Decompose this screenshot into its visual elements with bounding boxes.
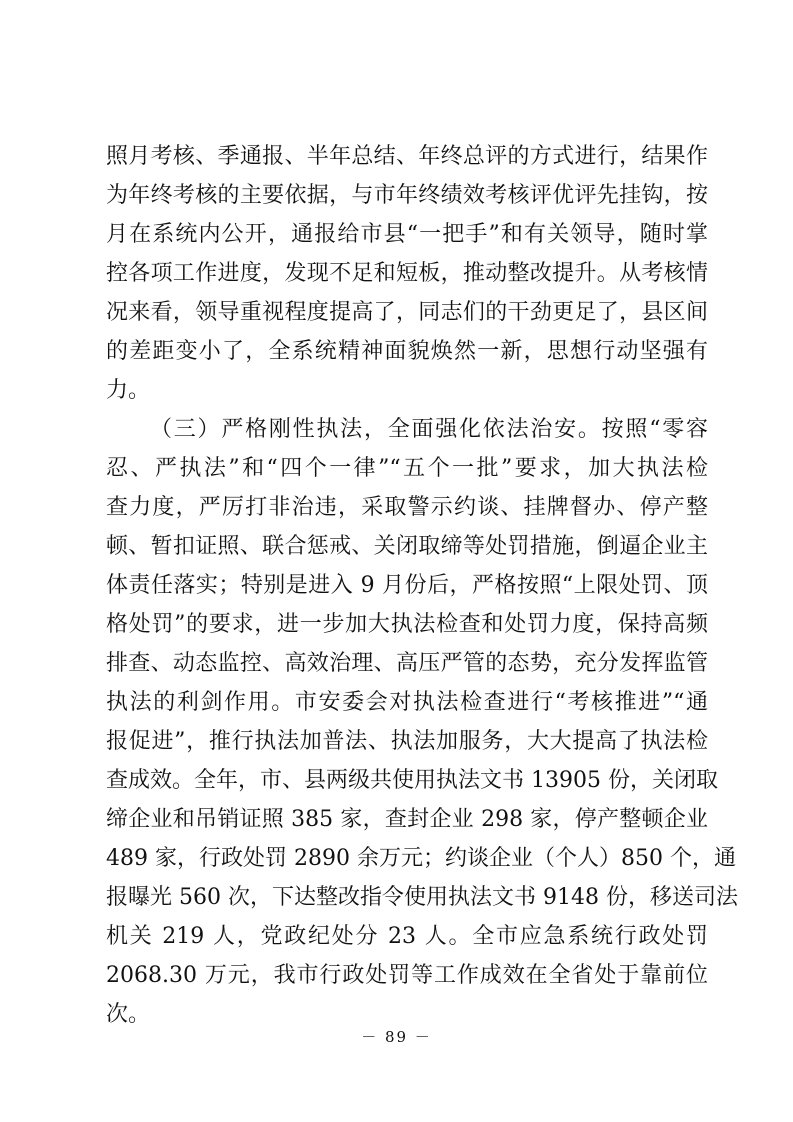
- text-line: 照月考核、季通报、半年总结、年终总评的方式进行，结果作: [106, 144, 708, 169]
- text-line: 次。: [106, 1002, 151, 1027]
- text-line: 格处罚”的要求，进一步加大执法检查和处罚力度，保持高频: [106, 612, 708, 637]
- text-line: 体责任落实；特别是进入 9 月份后，严格按照“上限处罚、顶: [106, 573, 708, 598]
- text-line: 报促进”，推行执法加普法、执法加服务，大大提高了执法检: [106, 729, 708, 754]
- text-line: 控各项工作进度，发现不足和短板，推动整改提升。从考核情: [106, 261, 708, 286]
- text-line: 缔企业和吊销证照 385 家，查封企业 298 家，停产整顿企业: [106, 807, 708, 832]
- page-number: － 89 －: [361, 1028, 432, 1046]
- text-line: 489 家，行政处罚 2890 余万元；约谈企业（个人）850 个，通: [106, 846, 736, 871]
- text-line: 2068.30 万元，我市行政处罚等工作成效在全省处于靠前位: [106, 963, 708, 988]
- text-line: 忍、严执法”和“四个一律”“五个一批”要求，加大执法检: [106, 456, 708, 481]
- text-line: 的差距变小了，全系统精神面貌焕然一新，思想行动坚强有: [106, 339, 708, 364]
- text-line: 查成效。全年，市、县两级共使用执法文书 13905 份，关闭取: [106, 768, 718, 793]
- text-line: 为年终考核的主要依据，与市年终绩效考核评优评先挂钩，按: [106, 183, 708, 208]
- text-line: 顿、暂扣证照、联合惩戒、关闭取缔等处罚措施，倒逼企业主: [106, 534, 708, 559]
- text-line: 查力度，严厉打非治违，采取警示约谈、挂牌督办、停产整: [106, 495, 708, 520]
- text-line: 报曝光 560 次，下达整改指令使用执法文书 9148 份，移送司法: [106, 885, 738, 910]
- text-line: 机关 219 人，党政纪处分 23 人。全市应急系统行政处罚: [106, 924, 708, 949]
- section-heading-line: （三）严格刚性执法，全面强化依法治安。按照“零容: [150, 417, 708, 442]
- text-line: 力。: [106, 378, 151, 403]
- text-line: 月在系统内公开，通报给市县“一把手”和有关领导，随时掌: [106, 222, 708, 247]
- text-line: 况来看，领导重视程度提高了，同志们的干劲更足了，县区间: [106, 300, 708, 325]
- text-line: 执法的利剑作用。市安委会对执法检查进行“考核推进”“通: [106, 690, 708, 715]
- text-line: 排查、动态监控、高效治理、高压严管的态势，充分发挥监管: [106, 651, 708, 676]
